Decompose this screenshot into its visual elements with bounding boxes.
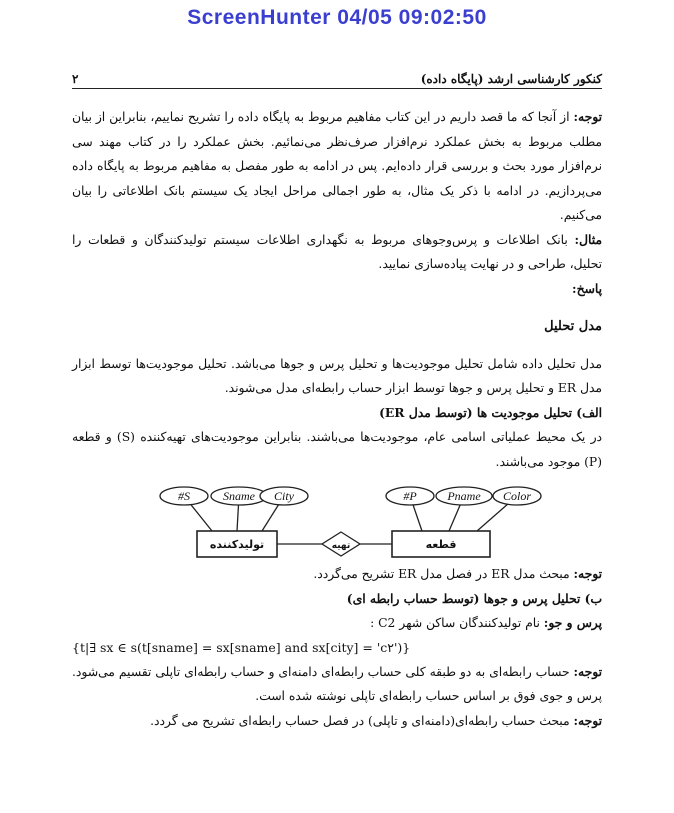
- subheading-queries: ب) تحلیل پرس و جوها (توسط حساب رابطه ای): [346, 590, 602, 606]
- note-text: از آنجا که ما قصد داریم در این کتاب مفاهیم مربوط به پایگاه داده را تشریح نماییم، بنابراین از بیان مطلب مربوط به بخش عملکرد نرم‌افزار صرف‌نظر می‌نمائیم. بخش عملکرد را در کتاب مهند سی نرم‌افزار مورد بحث و بررسی قرار داده‌ایم. پس در ادامه به طور مفصل به مفاهیم مربوط به پایگاه داده می‌پردازیم. در ادامه با ذکر یک مثال، به طور اجمالی مراحل ایجاد یک سیستم بانک اطلاعاتی را بیان می‌کنیم.: [72, 110, 602, 222]
- answer-label: پاسخ:: [572, 280, 602, 296]
- entity-paragraph: در یک محیط عملیاتی اسامی عام، موجودیت‌ها می‌باشند. بنابراین موجودیت‌های تهیه‌کننده (S) و قطعه (P) موجود می‌باشند.: [72, 430, 603, 469]
- attribute-label: Color: [502, 489, 532, 503]
- section-title: مدل تحلیل: [544, 319, 602, 334]
- query-label: پرس و جو:: [543, 615, 602, 630]
- subheading-entities: الف) تحلیل موجودیت ها (توسط مدل ER): [379, 404, 602, 420]
- note-label: توجه:: [573, 109, 602, 124]
- analysis-paragraph: مدل تحلیل داده شامل تحلیل موجودیت‌ها و تحلیل پرس و جوها می‌باشد. تحلیل موجودیت‌ها توسط ابزار مدل ER و تحلیل پرس و جوها توسط ابزار حساب رابطه‌ای مدل می‌شوند.: [72, 356, 602, 395]
- page-title: کنکور کارشناسی ارشد (پایگاه داده): [420, 72, 602, 86]
- example-paragraph: [72, 228, 602, 277]
- page-content: [72, 105, 602, 733]
- example-text: بانک اطلاعات و پرس‌وجوهای مربوط به نگهداری اطلاعات سیستم تولیدکنندگان و قطعات را تحلیل، طراحی و در نهایت پیاده‌سازی نمایید.: [72, 232, 602, 271]
- note-er: [72, 562, 602, 587]
- tuple-calculus-formula: {t|∃ sx ∈ s(t[sname] = sx[sname] and sx[city] = 'c۲')}: [72, 639, 411, 655]
- entity-label: تولیدکننده: [209, 538, 265, 551]
- note-text: حساب رابطه‌ای به دو طبقه کلی حساب رابطه‌ای دامنه‌ای و حساب رابطه‌ای تاپلی تقسیم می‌شود. پرس و جوی فوق بر اساس حساب رابطه‌ای تاپلی نوشته شده است.: [72, 664, 602, 703]
- er-diagram: [152, 486, 532, 556]
- relationship-label: تهیه: [331, 541, 351, 551]
- screenshot-watermark: ScreenHunter 04/05 09:02:50: [187, 6, 487, 29]
- attribute-label: Sname: [223, 489, 255, 503]
- entity-label: قطعه: [425, 538, 457, 551]
- note-calculus: [72, 660, 602, 709]
- note-label: توجه:: [573, 663, 602, 679]
- note-label: توجه:: [573, 566, 602, 581]
- example-label: مثال:: [574, 231, 602, 247]
- note-text: مبحث حساب رابطه‌ای(دامنه‌ای و تاپلی) در فصل حساب رابطه‌ای تشریح می گردد.: [150, 713, 574, 728]
- attribute-label: S#: [178, 489, 190, 503]
- query-text: نام تولیدکنندگان ساکن شهر C2 :: [370, 616, 544, 630]
- attribute-label: Pname: [447, 489, 481, 503]
- page-number: ۲: [72, 72, 79, 86]
- attribute-label: P#: [403, 489, 417, 503]
- page-header: [72, 64, 602, 89]
- note-text: مبحث مدل ER در فصل مدل ER تشریح می‌گردد.: [313, 567, 574, 581]
- note-calculus-chapter: [72, 709, 602, 734]
- note-label: توجه:: [573, 712, 602, 728]
- attribute-label: City: [274, 489, 294, 503]
- query-paragraph: [72, 611, 602, 636]
- note-intro: [72, 105, 602, 228]
